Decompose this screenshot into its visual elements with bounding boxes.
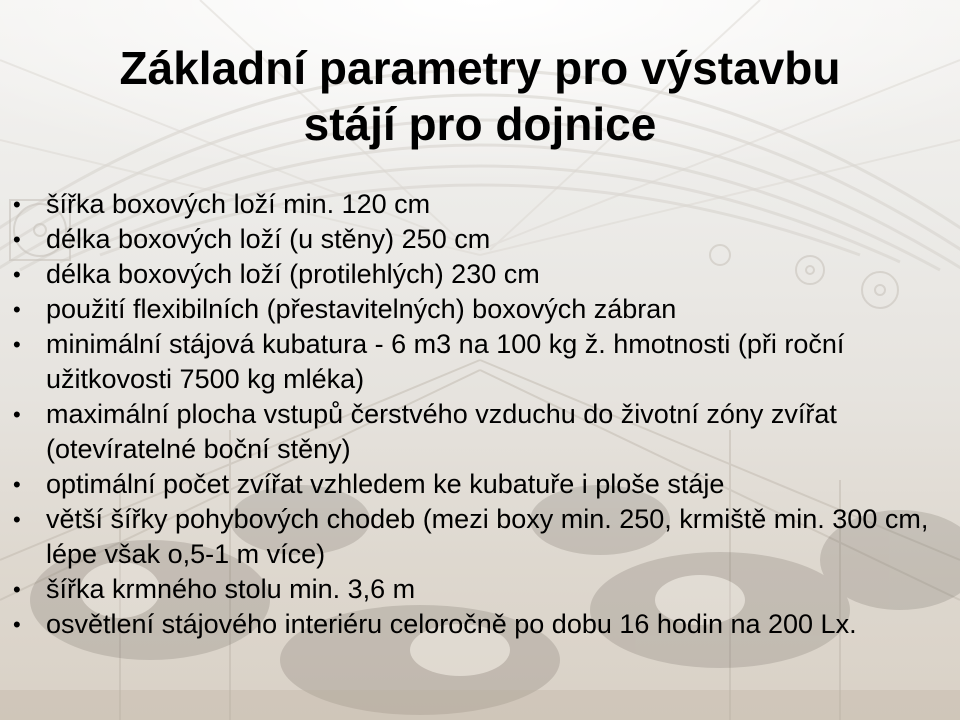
list-item: • délka boxových loží (protilehlých) 230 cm xyxy=(0,257,960,292)
list-item: • optimální počet zvířat vzhledem ke kubatuře i ploše stáje xyxy=(0,467,960,502)
list-item: • minimální stájová kubatura - 6 m3 na 100 kg ž. hmotnosti (při roční užitkovosti 7500 kg mléka) xyxy=(0,327,960,397)
list-item: • použití flexibilních (přestavitelných) boxových zábran xyxy=(0,292,960,327)
parameter-list xyxy=(0,187,960,642)
list-item: • větší šířky pohybových chodeb (mezi boxy min. 250, krmiště min. 300 cm, lépe však o,5-1 m více) xyxy=(0,502,960,572)
title-line-2: stájí pro dojnice xyxy=(303,98,657,150)
title-line-1: Základní parametry pro výstavbu xyxy=(119,42,841,94)
slide-title xyxy=(0,40,960,152)
list-item: • maximální plocha vstupů čerstvého vzduchu do životní zóny zvířat (otevíratelné boční stěny) xyxy=(0,397,960,467)
list-item: • šířka krmného stolu min. 3,6 m xyxy=(0,572,960,607)
list-item: • šířka boxových loží min. 120 cm xyxy=(0,187,960,222)
list-item: • osvětlení stájového interiéru celoročně po dobu 16 hodin na 200 Lx. xyxy=(0,607,960,642)
list-item: • délka boxových loží (u stěny) 250 cm xyxy=(0,222,960,257)
